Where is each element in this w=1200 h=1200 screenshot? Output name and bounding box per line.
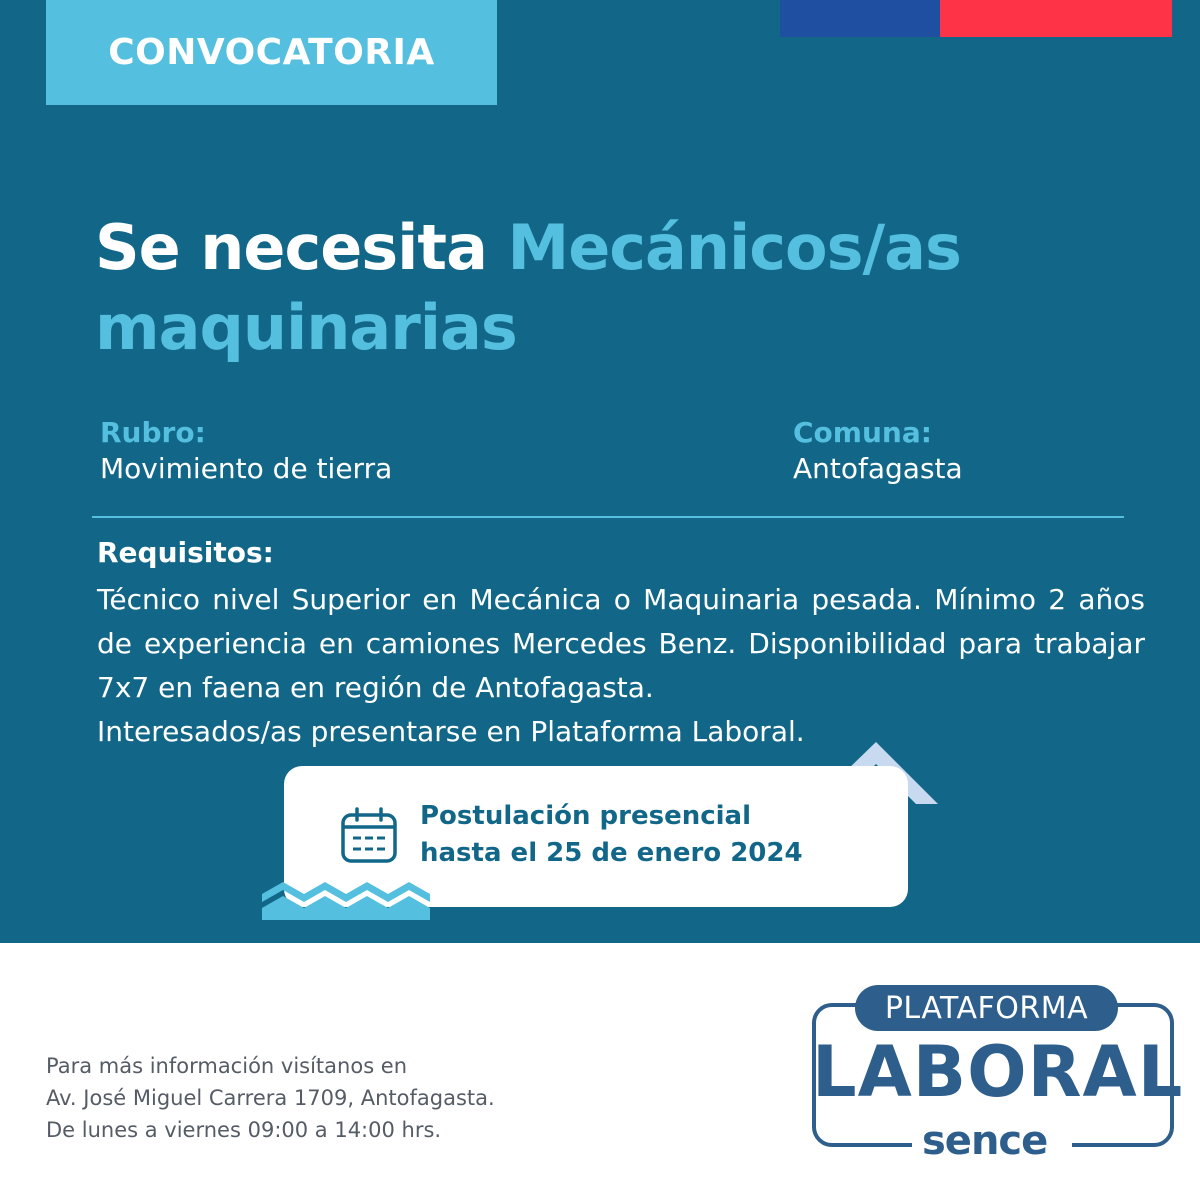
sence-logo-text: sence [922,1118,1048,1164]
logo-pill [855,985,1118,1031]
comuna-value: Antofagasta [793,452,963,485]
calendar-icon [340,806,398,864]
wave-decoration [262,880,432,920]
title-prefix: Se necesita [95,211,487,284]
flag-stripe-red [940,0,1172,37]
logo-top-text: PLATAFORMA [884,990,1089,1026]
requirements-note: Interesados/as presentarse en Plataforma Laboral. [97,715,805,748]
footer-address: Av. José Miguel Carrera 1709, Antofagasta. [46,1086,495,1110]
rubro-value: Movimiento de tierra [100,452,393,485]
deadline-line1: Postulación presencial [420,801,752,831]
logo-main-text: LABORAL [812,1031,1184,1113]
divider [92,516,1124,518]
deadline-line2: hasta el 25 de enero 2024 [420,838,803,868]
job-title-line2: maquinarias [95,291,517,364]
convocatoria-tag [46,0,497,105]
tag-label: CONVOCATORIA [108,32,435,73]
requirements-label: Requisitos: [97,536,274,569]
requirements-text: Técnico nivel Superior en Mecánica o Maquinaria pesada. Mínimo 2 años de experiencia en camiones Mercedes Benz. Disponibilidad para trabajar 7x7 en faena en región de Antofagasta. [97,583,1145,704]
flag-stripe-blue [780,0,940,37]
footer-info [46,1050,495,1146]
footer-hours: De lunes a viernes 09:00 a 14:00 hrs. [46,1118,442,1142]
job-title-line1: Mecánicos/as [507,211,961,284]
comuna-label: Comuna: [793,416,932,449]
footer-line1: Para más información visítanos en [46,1054,408,1078]
rubro-label: Rubro: [100,416,206,449]
page-title [95,208,1135,368]
